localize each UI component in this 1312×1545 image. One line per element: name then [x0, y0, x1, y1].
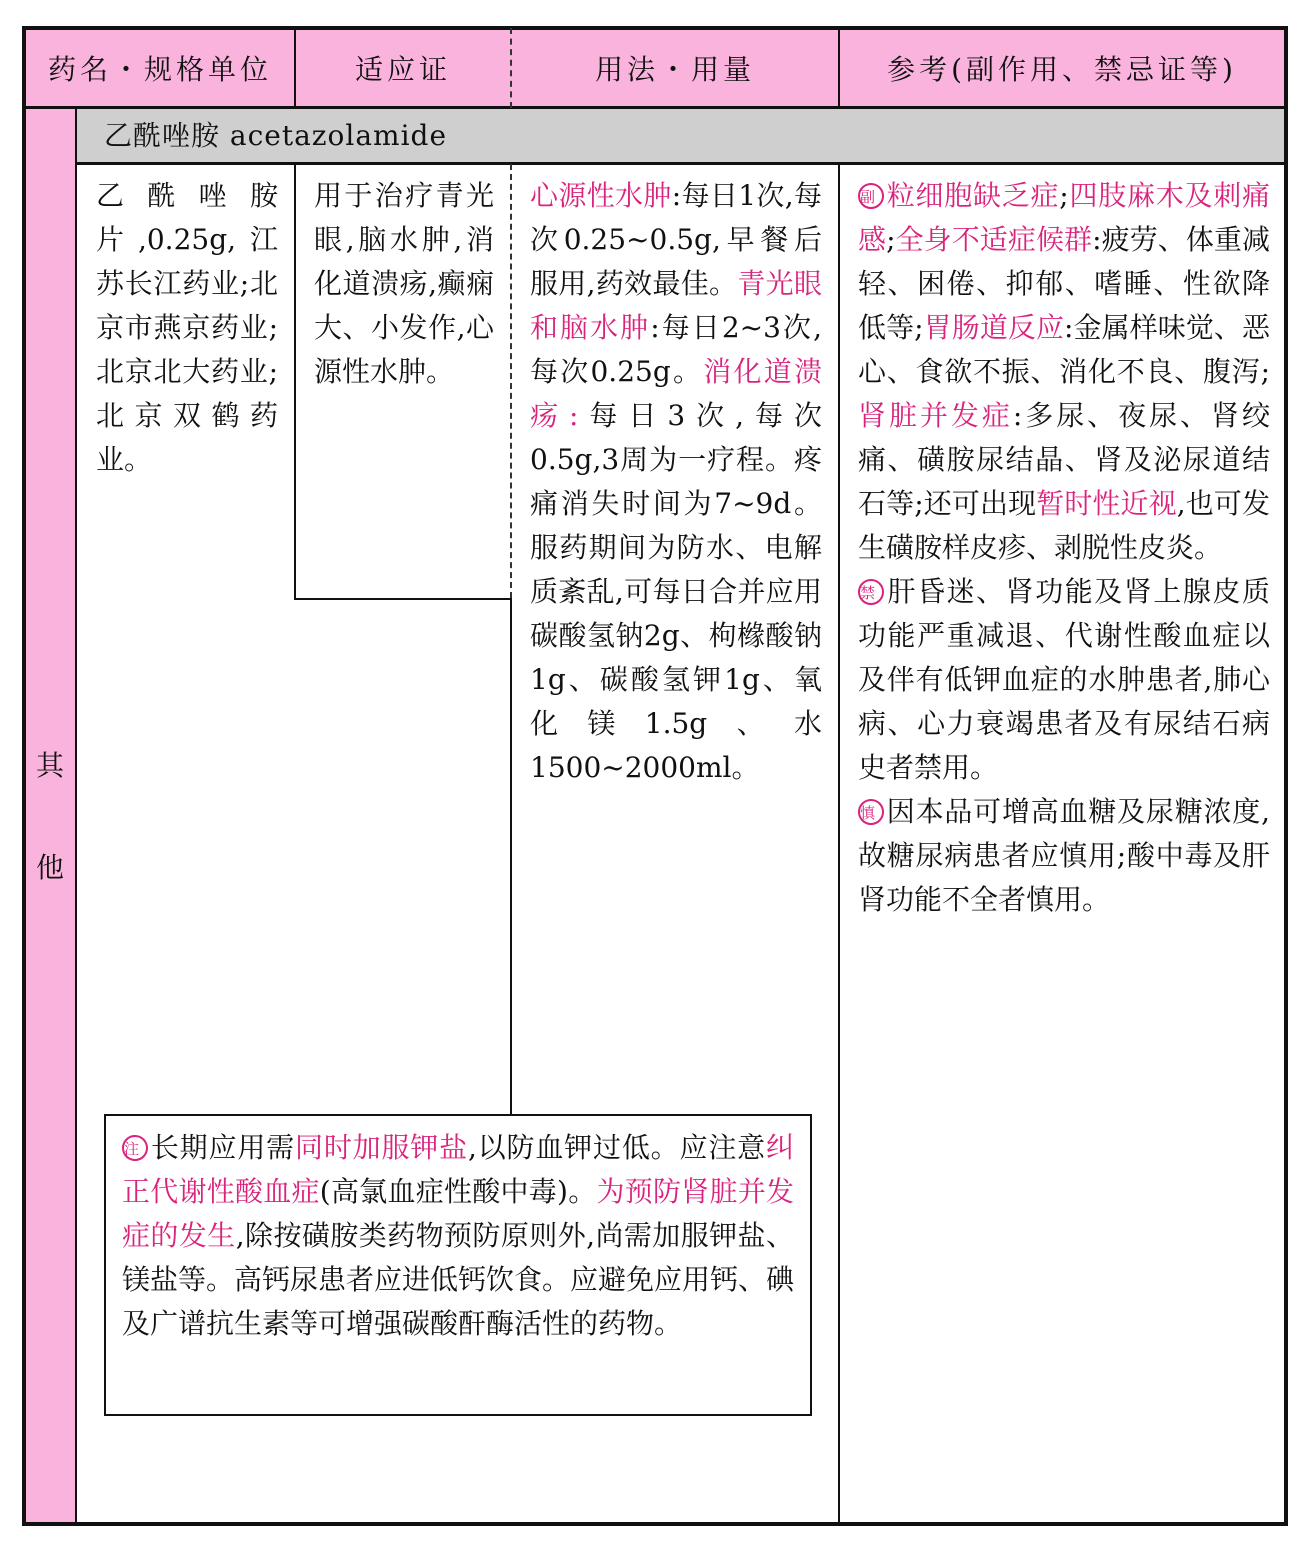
- note-badge-icon: 注: [122, 1135, 148, 1161]
- header-usage-dosage: 用法・用量: [594, 53, 755, 86]
- indication-usage-divider-dashed: [510, 164, 512, 598]
- indication-text: 用于治疗青光眼,脑水肿,消化道溃疡,癫痫大、小发作,心源性水肿。: [314, 179, 494, 388]
- ref-highlight-1: 粒细胞缺乏症: [886, 179, 1060, 212]
- usage-text: [530, 174, 822, 790]
- contraindication-paragraph: [858, 570, 1270, 790]
- usage-left-line: [510, 598, 512, 1116]
- note-highlight-3: 为预防肾脏并发症的发生: [122, 1175, 794, 1252]
- ref-highlight-4: 胃肠道反应: [923, 311, 1065, 344]
- ref-text-5: :多尿、夜尿、肾绞痛、磺胺尿结晶、肾及泌尿道结石等;还可出现: [858, 399, 1270, 520]
- caution-badge-icon: 慎: [858, 799, 884, 825]
- category-char-1: 其: [35, 749, 64, 782]
- header-indication: 适应证: [354, 53, 451, 86]
- spec-indication-divider: [294, 164, 296, 600]
- note-text-1: 长期应用需: [150, 1131, 295, 1164]
- ref-highlight-6: 暂时性近视: [1036, 487, 1177, 520]
- drug-bar-bottom-line: [76, 162, 1286, 165]
- reference-text: [858, 174, 1270, 922]
- usage-text-ulcer: 每日3次,每次0.5g,3周为一疗程。疼痛消失时间为7~9d。服药期间为防水、电解质紊乱,可每日合并应用碳酸氢钠2g、枸橼酸钠1g、碳酸氢钾1g、氧化镁1.5g、水1500~2000ml。: [530, 399, 823, 784]
- caution-paragraph: [858, 790, 1270, 922]
- usage-reference-divider: [838, 164, 840, 1524]
- ref-highlight-2: 四肢麻木及刺痛感: [858, 179, 1270, 256]
- ref-text-4: :金属样味觉、恶心、食欲不振、消化不良、腹泻;: [858, 311, 1270, 388]
- usage-text-glaucoma: :每日2~3次,每次0.25g。: [530, 311, 822, 388]
- ref-sep-2: ;: [886, 223, 896, 256]
- ref-text-6: ,也可发生磺胺样皮疹、剥脱性皮炎。: [858, 487, 1270, 564]
- category-divider: [75, 106, 77, 1524]
- contraindication-badge-icon: 禁: [858, 579, 884, 605]
- ref-highlight-5: 肾脏并发症: [858, 399, 1013, 432]
- note-highlight-1: 同时加服钾盐: [294, 1131, 468, 1164]
- side-effect-badge-icon: 副: [858, 183, 884, 209]
- table-right-border: [1284, 26, 1288, 1526]
- ref-highlight-3: 全身不适症候群: [895, 223, 1093, 256]
- note-text-3: (高氯血症性酸中毒)。: [319, 1175, 597, 1208]
- contraindication-text: 肝昏迷、肾功能及肾上腺皮质功能严重减退、代谢性酸血症以及伴有低钾血症的水肿患者,肺心病、心力衰竭患者及有尿结石病史者禁用。: [858, 575, 1270, 784]
- ref-text-3: :疲劳、体重减轻、困倦、抑郁、嗜睡、性欲降低等;: [858, 223, 1270, 344]
- note-text-4: ,除按磺胺类药物预防原则外,尚需加服钾盐、镁盐等。高钙尿患者应进低钙饮食。应避免应用钙、碘及广谱抗生素等可增强碳酸酐酶活性的药物。: [122, 1219, 795, 1340]
- usage-text-edema: :每日1次,每次0.25~0.5g,早餐后服用,药效最佳。: [530, 179, 822, 300]
- usage-highlight-edema: 心源性水肿: [530, 179, 672, 212]
- category-column: [24, 108, 76, 1525]
- table-bottom-border: [22, 1522, 1288, 1526]
- ref-sep-1: ;: [1059, 179, 1069, 212]
- category-char-2: 他: [35, 851, 64, 884]
- spec-text: 乙酰唑胺片,0.25g,江苏长江药业;北京市燕京药业;北京北大药业;北京双鹤药业。: [96, 179, 278, 476]
- note-text-2: ,以防血钾过低。应注意: [467, 1131, 766, 1164]
- drug-name: 乙酰唑胺 acetazolamide: [104, 119, 448, 152]
- header-reference: 参考(副作用、禁忌证等): [887, 53, 1237, 86]
- header-drug-name-spec: 药名・规格单位: [47, 53, 272, 86]
- note-highlight-2: 纠正代谢性酸血症: [122, 1131, 794, 1208]
- caution-text: 因本品可增高血糖及尿糖浓度,故糖尿病患者应慎用;酸中毒及肝肾功能不全者慎用。: [858, 795, 1270, 916]
- indication-bottom-line: [294, 598, 512, 600]
- usage-highlight-ulcer: 消化道溃疡:: [530, 355, 822, 432]
- usage-highlight-glaucoma: 青光眼和脑水肿: [530, 267, 822, 344]
- note-text: [122, 1126, 794, 1346]
